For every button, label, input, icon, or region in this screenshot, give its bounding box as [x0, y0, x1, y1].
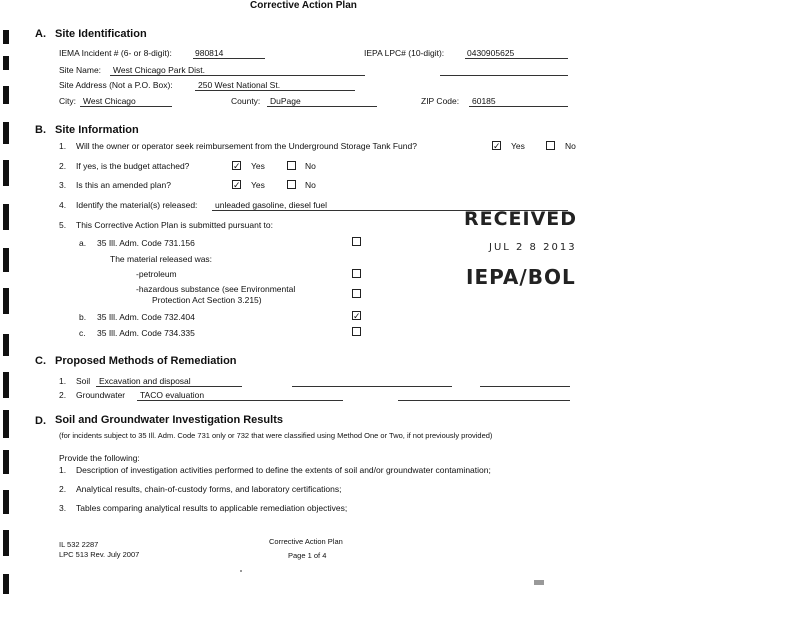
q2-yes-checkbox[interactable]: ✓: [233, 161, 241, 171]
site-name-underline-right: [440, 75, 568, 76]
q1-no-label: No: [565, 141, 576, 151]
lpc-value[interactable]: 0430905625: [467, 48, 515, 58]
q3-text: Is this an amended plan?: [76, 180, 171, 190]
scan-margin-mark: [3, 530, 9, 556]
section-b-heading: Site Information: [55, 124, 139, 136]
zip-underline: [469, 106, 568, 107]
soil-value[interactable]: Excavation and disposal: [99, 376, 191, 386]
q5a-letter: a.: [79, 238, 87, 248]
section-c-letter: C.: [35, 355, 46, 367]
q4-number: 4.: [59, 200, 67, 210]
q1-yes-label: Yes: [511, 141, 525, 151]
lpc-underline: [465, 58, 568, 59]
address-value[interactable]: 250 West National St.: [198, 80, 281, 90]
soil-underline-mid: [292, 386, 452, 387]
received-stamp-date: JUL 2 8 2013: [489, 242, 577, 253]
hazardous-text-2: Protection Act Section 3.215): [152, 295, 262, 305]
scan-margin-mark: [3, 490, 9, 514]
scan-margin-mark: [3, 410, 9, 438]
groundwater-label: Groundwater: [76, 390, 126, 400]
q5c-letter: c.: [79, 328, 86, 338]
q1-yes-checkbox[interactable]: ✓: [493, 141, 501, 151]
q5-text: This Corrective Action Plan is submitted pursuant to:: [76, 220, 274, 230]
q5c-checkbox[interactable]: [352, 327, 361, 336]
city-underline: [80, 106, 172, 107]
iema-label: IEMA Incident # (6- or 8-digit):: [59, 48, 172, 58]
footer-title: Corrective Action Plan: [269, 537, 343, 546]
q2-no-checkbox[interactable]: [287, 161, 296, 170]
section-d-heading: Soil and Groundwater Investigation Results: [55, 414, 283, 426]
q5b-checkbox[interactable]: ✓: [353, 311, 361, 321]
list-item: Tables comparing analytical results to applicable remediation objectives;: [76, 503, 348, 513]
scan-margin-mark: [3, 248, 9, 272]
scan-margin-mark: [3, 56, 9, 70]
section-d-note: (for incidents subject to 35 Ill. Adm. Code 731 only or 732 that were classified using Method One or Two, if not previously provided): [59, 431, 493, 440]
site-name-underline: [110, 75, 365, 76]
q5-number: 5.: [59, 220, 67, 230]
groundwater-number: 2.: [59, 390, 67, 400]
scan-margin-mark: [3, 30, 9, 44]
hazardous-checkbox[interactable]: [352, 289, 361, 298]
q1-text: Will the owner or operator seek reimbursement from the Underground Storage Tank Fund?: [76, 141, 417, 151]
address-underline: [195, 90, 355, 91]
groundwater-underline: [137, 400, 343, 401]
scan-margin-mark: [3, 334, 9, 356]
scan-speck: [534, 580, 544, 585]
q3-no-checkbox[interactable]: [287, 180, 296, 189]
county-value[interactable]: DuPage: [270, 96, 301, 106]
section-c-heading: Proposed Methods of Remediation: [55, 355, 237, 367]
lpc-label: IEPA LPC# (10-digit):: [364, 48, 445, 58]
scan-margin-mark: [3, 372, 9, 398]
section-d-letter: D.: [35, 415, 46, 427]
list-item: Analytical results, chain-of-custody forms, and laboratory certifications;: [76, 484, 342, 494]
scan-margin-mark: [3, 160, 9, 186]
city-label: City:: [59, 96, 76, 106]
q3-no-label: No: [305, 180, 316, 190]
q2-no-label: No: [305, 161, 316, 171]
received-stamp: RECEIVED: [464, 208, 578, 230]
address-label: Site Address (Not a P.O. Box):: [59, 80, 173, 90]
q5b-letter: b.: [79, 312, 87, 322]
groundwater-underline-right: [398, 400, 570, 401]
material-released-text: The material released was:: [110, 254, 213, 264]
soil-number: 1.: [59, 376, 67, 386]
q4-text: Identify the material(s) released:: [76, 200, 198, 210]
q2-number: 2.: [59, 161, 67, 171]
city-value[interactable]: West Chicago: [83, 96, 136, 106]
list-item-number: 2.: [59, 484, 67, 494]
county-underline: [267, 106, 377, 107]
zip-value[interactable]: 60185: [472, 96, 496, 106]
list-item: Description of investigation activities performed to define the extents of soil and/or groundwater contamination;: [76, 465, 491, 475]
soil-label: Soil: [76, 376, 91, 386]
q3-number: 3.: [59, 180, 67, 190]
section-b-letter: B.: [35, 124, 46, 136]
scan-margin-mark: [3, 204, 9, 230]
petroleum-text: -petroleum: [136, 269, 177, 279]
list-item-number: 1.: [59, 465, 67, 475]
q5a-checkbox[interactable]: [352, 237, 361, 246]
section-a-heading: Site Identification: [55, 28, 147, 40]
scan-margin-mark: [3, 450, 9, 474]
scan-margin-mark: [3, 574, 9, 594]
received-stamp-agency: IEPA/BOL: [466, 265, 576, 289]
zip-label: ZIP Code:: [421, 96, 460, 106]
iema-value[interactable]: 980814: [195, 48, 224, 58]
section-a-letter: A.: [35, 28, 46, 40]
petroleum-checkbox[interactable]: [352, 269, 361, 278]
q5b-text: 35 Ill. Adm. Code 732.404: [97, 312, 195, 322]
q3-yes-checkbox[interactable]: ✓: [233, 180, 241, 190]
site-name-label: Site Name:: [59, 65, 102, 75]
iema-underline: [193, 58, 265, 59]
scan-margin-mark: [3, 86, 9, 104]
q4-value[interactable]: unleaded gasoline, diesel fuel: [215, 200, 328, 210]
provide-following: Provide the following:: [59, 453, 140, 463]
footer-form-id: IL 532 2287: [59, 540, 99, 549]
page-title: Corrective Action Plan: [250, 0, 357, 11]
q5c-text: 35 Ill. Adm. Code 734.335: [97, 328, 195, 338]
county-label: County:: [231, 96, 261, 106]
scan-speck: [240, 570, 242, 572]
scan-margin-mark: [3, 122, 9, 144]
q2-yes-label: Yes: [251, 161, 265, 171]
groundwater-value[interactable]: TACO evaluation: [140, 390, 205, 400]
footer-page-number: Page 1 of 4: [288, 551, 327, 560]
q3-yes-label: Yes: [251, 180, 265, 190]
scan-margin-mark: [3, 288, 9, 314]
q1-no-checkbox[interactable]: [546, 141, 555, 150]
footer-revision: LPC 513 Rev. July 2007: [59, 550, 140, 559]
site-name-value[interactable]: West Chicago Park Dist.: [113, 65, 205, 75]
soil-underline-right: [480, 386, 570, 387]
hazardous-text-1: -hazardous substance (see Environmental: [136, 284, 296, 294]
soil-underline: [96, 386, 242, 387]
q1-number: 1.: [59, 141, 67, 151]
q2-text: If yes, is the budget attached?: [76, 161, 190, 171]
list-item-number: 3.: [59, 503, 67, 513]
q5a-text: 35 Ill. Adm. Code 731.156: [97, 238, 195, 248]
